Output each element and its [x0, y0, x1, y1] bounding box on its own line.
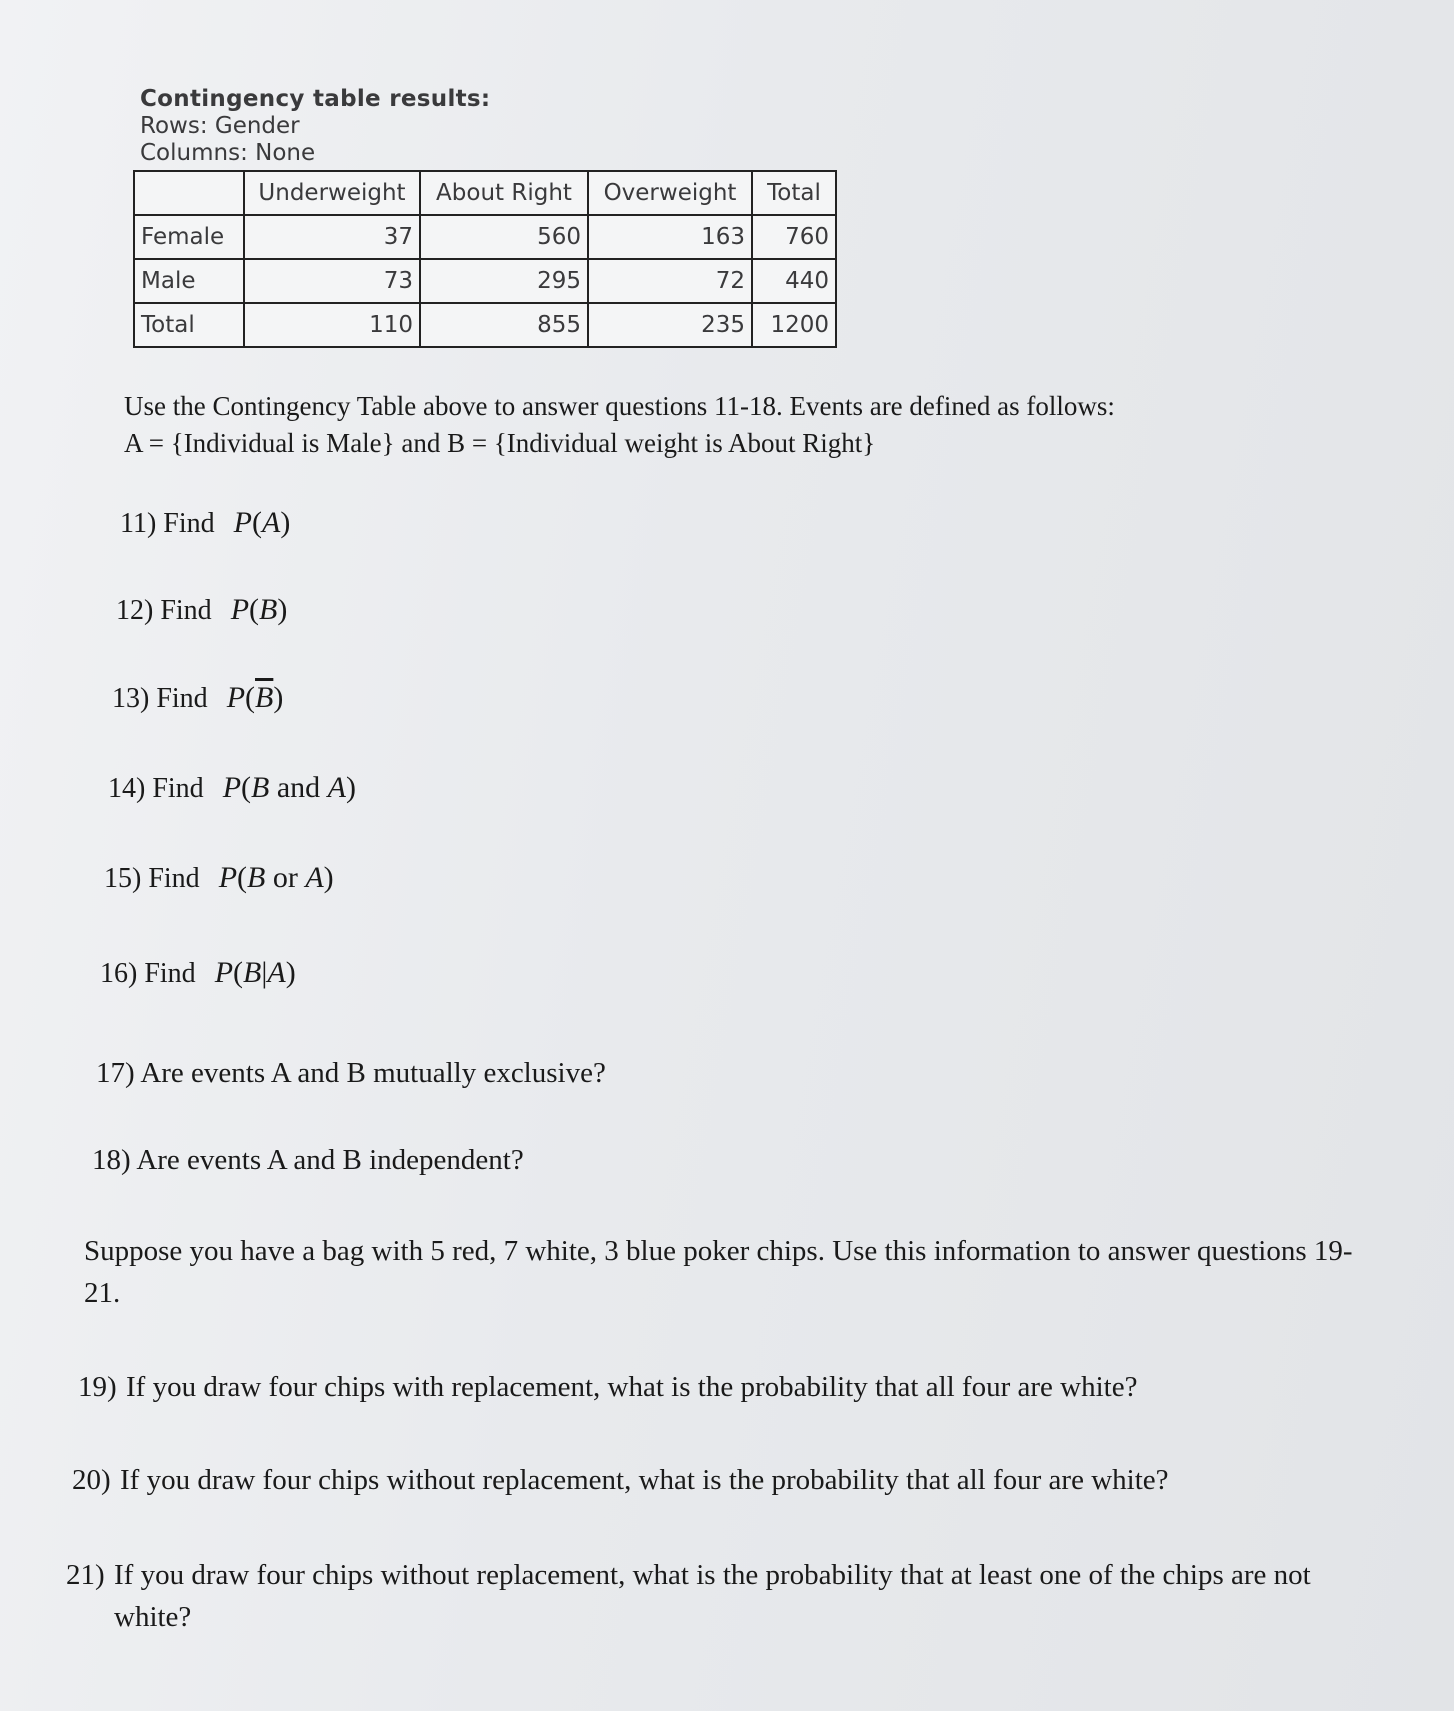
table-cell: 295 [420, 259, 588, 303]
question-17 [96, 1055, 606, 1091]
question-18 [92, 1142, 524, 1178]
question-19 [78, 1366, 1408, 1408]
table-row [134, 303, 836, 347]
question-11 [120, 505, 290, 542]
table-cell: 163 [588, 215, 752, 259]
table-cell: 760 [752, 215, 836, 259]
question-number: 13) [112, 683, 150, 714]
table-cell: 72 [588, 259, 752, 303]
question-20 [72, 1459, 1402, 1501]
chips-intro: Suppose you have a bag with 5 red, 7 white, 3 blue poker chips. Use this information to answer questions 19-21. [84, 1235, 1353, 1309]
question-text: Find [160, 595, 212, 626]
event-definitions: A = {Individual is Male} and B = {Individual weight is About Right} [124, 428, 876, 458]
column-header: Overweight [588, 171, 752, 215]
question-number: 15) [104, 863, 142, 894]
table-row [134, 215, 836, 259]
question-16 [100, 955, 296, 992]
table-cell: 37 [244, 215, 420, 259]
question-text: If you draw four chips with replacement, what is the probability that all four are white? [126, 1371, 1138, 1403]
question-number: 11) [120, 508, 157, 539]
table-cell: 855 [420, 303, 588, 347]
table-cell: 560 [420, 215, 588, 259]
question-number: 18) [92, 1144, 131, 1176]
question-number: 14) [108, 773, 146, 804]
complement-mark: $\overline{B}$ [255, 681, 274, 714]
question-text: Find [148, 863, 200, 894]
question-number: 16) [100, 958, 138, 989]
instructions-line: Use the Contingency Table above to answer questions 11-18. Events are defined as follows: [124, 391, 1115, 421]
probability-expression: $P(\overline{B})$ [226, 681, 284, 714]
probability-expression: P(B or A) [218, 861, 334, 894]
probability-expression: P(B) [230, 593, 288, 626]
question-21 [66, 1554, 1396, 1638]
question-text: If you draw four chips without replacement, what is the probability that all four are white? [120, 1464, 1169, 1496]
column-header: Total [752, 171, 836, 215]
question-text: Find [144, 958, 196, 989]
table-header-row [134, 171, 836, 215]
question-number: 21) [66, 1559, 105, 1591]
row-header: Female [134, 215, 244, 259]
question-13 [112, 680, 283, 717]
question-15 [104, 860, 334, 897]
question-text: Find [152, 773, 204, 804]
question-text: Find [163, 508, 215, 539]
question-number: 19) [78, 1371, 117, 1403]
results-header [140, 86, 490, 167]
probability-expression: P(B|A) [214, 956, 296, 989]
table-cell: 73 [244, 259, 420, 303]
table-cell: 235 [588, 303, 752, 347]
question-number: 20) [72, 1464, 111, 1496]
question-text: If you draw four chips without replacement, what is the probability that at least one of the chips are not white? [114, 1559, 1311, 1633]
probability-expression: P(A) [233, 506, 291, 539]
question-text: Are events A and B independent? [136, 1144, 524, 1176]
probability-expression: P(B and A) [222, 771, 356, 804]
question-14 [108, 770, 356, 807]
question-number: 12) [116, 595, 154, 626]
instructions [124, 388, 1324, 462]
table-cell: 1200 [752, 303, 836, 347]
row-header: Total [134, 303, 244, 347]
table-row [134, 259, 836, 303]
contingency-table [133, 170, 837, 348]
table-cell: 110 [244, 303, 420, 347]
rows-label: Rows: Gender [140, 113, 300, 139]
table-cell: 440 [752, 259, 836, 303]
question-text: Are events A and B mutually exclusive? [140, 1057, 606, 1089]
header-title: Contingency table results: [140, 86, 491, 112]
question-12 [116, 592, 287, 629]
question-text: Find [156, 683, 208, 714]
columns-label: Columns: None [140, 140, 316, 166]
column-header: About Right [420, 171, 588, 215]
column-header: Underweight [244, 171, 420, 215]
row-header: Male [134, 259, 244, 303]
corner-cell [134, 171, 244, 215]
question-number: 17) [96, 1057, 135, 1089]
